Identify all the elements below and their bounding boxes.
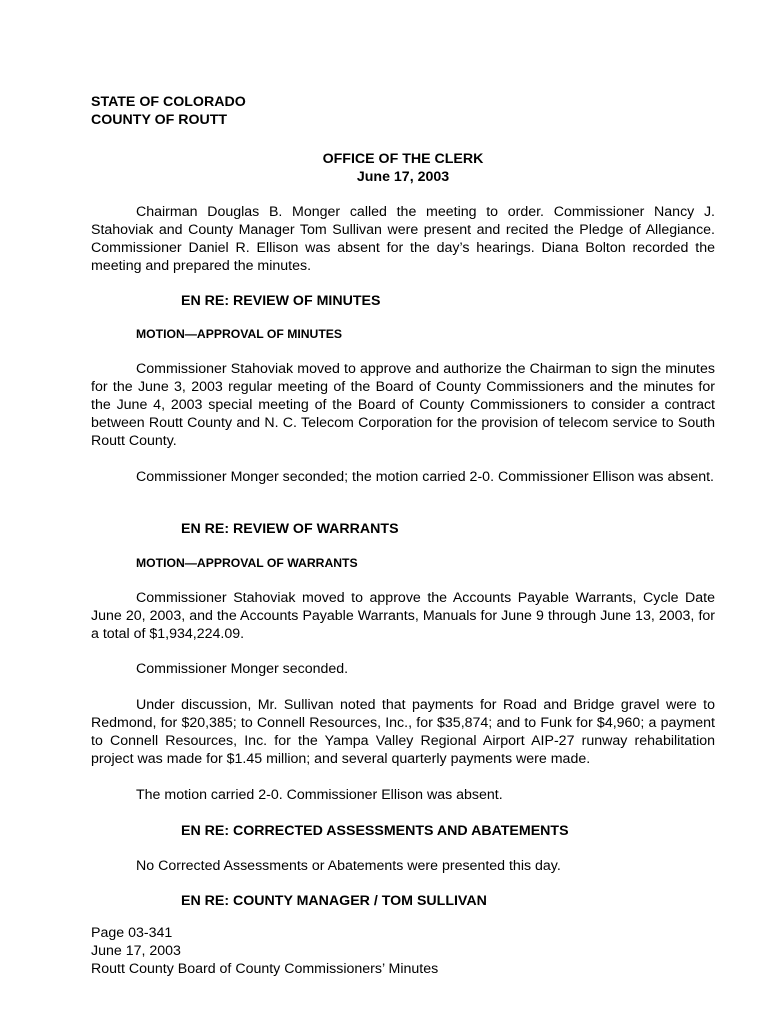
document-header <box>91 93 246 129</box>
section-heading-manager: EN RE: COUNTY MANAGER / TOM SULLIVAN <box>181 893 487 909</box>
footer-title: Routt County Board of County Commissioners’ Minutes <box>91 961 439 977</box>
motion-heading-minutes: MOTION—APPROVAL OF MINUTES <box>136 327 343 341</box>
footer-date: June 17, 2003 <box>91 943 181 959</box>
minutes-motion-paragraph: Commissioner Stahoviak moved to approve and authorize the Chairman to sign the minutes for the June 3, 2003 regular meeting of the Board of County Commissioners and the minutes for the June 4, 2003 special meeting of the Board of County Commissioners to consider a contract between Routt County and N. C. Telecom Corporation for the provision of telecom service to South Routt County. <box>91 361 715 449</box>
warrants-seconded-text: Commissioner Monger seconded. <box>136 661 349 677</box>
section-heading-warrants: EN RE: REVIEW OF WARRANTS <box>181 521 399 537</box>
state-heading: STATE OF COLORADO <box>91 94 246 110</box>
warrants-carried-text: The motion carried 2-0. Commissioner Ellison was absent. <box>136 787 503 803</box>
county-heading: COUNTY OF ROUTT <box>91 112 228 128</box>
assessments-text: No Corrected Assessments or Abatements were presented this day. <box>136 858 561 874</box>
motion-heading-warrants: MOTION—APPROVAL OF WARRANTS <box>136 556 358 570</box>
section-heading-minutes: EN RE: REVIEW OF MINUTES <box>181 293 381 309</box>
office-heading <box>0 150 770 186</box>
section-heading-assessments: EN RE: CORRECTED ASSESSMENTS AND ABATEMENTS <box>181 823 569 839</box>
warrants-discussion-paragraph: Under discussion, Mr. Sullivan noted that payments for Road and Bridge gravel were to Redmond, for $20,385; to Connell Resources, Inc., for $35,874; and to Funk for $4,960; a payment to Connell Resources, Inc. for the Yampa Valley Regional Airport AIP-27 runway rehabilitation project was made for $1.45 million; and several quarterly payments were made. <box>91 697 715 767</box>
office-title: OFFICE OF THE CLERK <box>322 151 484 167</box>
footer-page-number: Page 03-341 <box>91 925 173 941</box>
page-footer <box>91 924 438 978</box>
intro-paragraph: Chairman Douglas B. Monger called the meeting to order. Commissioner Nancy J. Stahoviak and County Manager Tom Sullivan were present and recited the Pledge of Allegiance. Commissioner Daniel R. Ellison was absent for the day’s hearings. Diana Bolton recorded the meeting and prepared the minutes. <box>91 204 715 274</box>
meeting-date: June 17, 2003 <box>356 169 450 185</box>
minutes-seconded-paragraph: Commissioner Monger seconded; the motion carried 2-0. Commissioner Ellison was absent. <box>136 469 714 485</box>
warrants-motion-paragraph: Commissioner Stahoviak moved to approve the Accounts Payable Warrants, Cycle Date June 20, 2003, and the Accounts Payable Warrants, Manuals for June 9 through June 13, 2003, for a total of $1,934,224.09. <box>91 590 715 642</box>
